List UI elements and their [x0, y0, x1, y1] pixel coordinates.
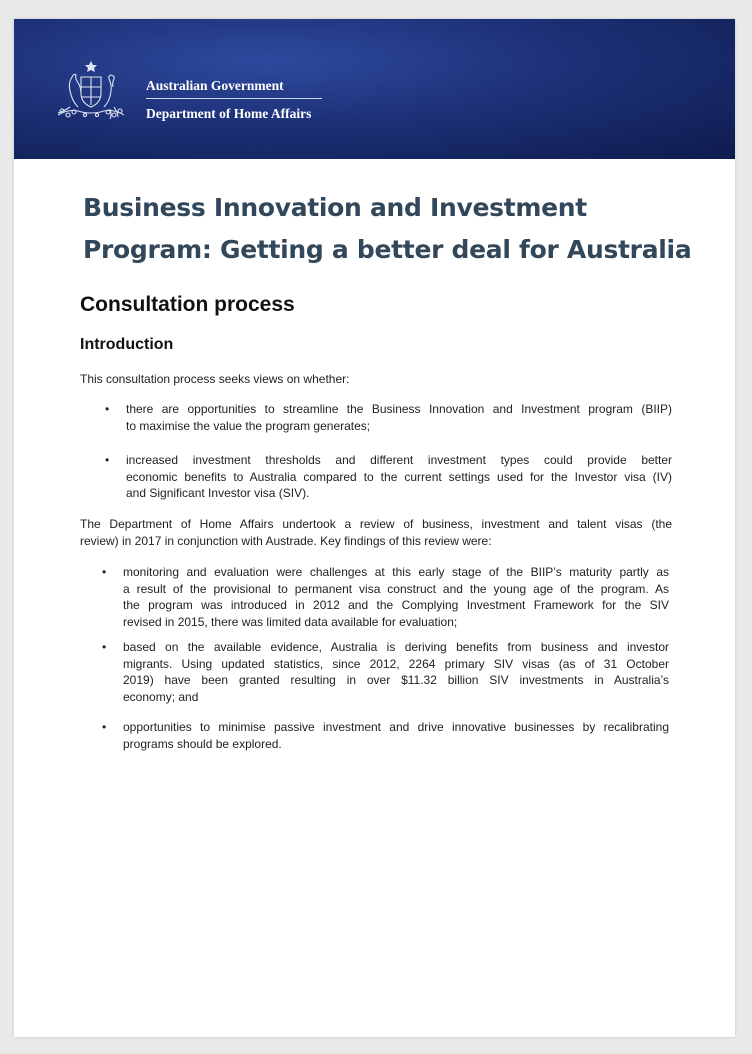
text-line: programs should be explored. [123, 736, 282, 751]
text-line: a result of the provisional to permanent visa construct and the young age of the program. As [123, 581, 669, 596]
text-line: opportunities to minimise passive investment and drive innovative businesses by recalibrating [123, 720, 669, 734]
title-line-1: Business Innovation and Investment [83, 193, 587, 222]
list-item-text [123, 564, 669, 630]
text-line: monitoring and evaluation were challenges at this early stage of the BIIP’s maturity partly as [123, 565, 669, 579]
text-line: the program was introduced in 2012 and the Complying Investment Framework for the SIV [123, 598, 669, 613]
government-name: Australian Government [146, 78, 284, 93]
text-line: economic benefits to Australia compared to the current settings used for the Investor visa (IV) [126, 469, 672, 484]
subheading: Introduction [80, 336, 174, 353]
text-line: review) in 2017 in conjunction with Austrade. Key findings of this review were: [80, 533, 492, 548]
text-line: there are opportunities to streamline the Business Innovation and Investment program (BIIP) [126, 402, 672, 416]
list-item-text [123, 639, 669, 705]
bullet-glyph: • [105, 453, 110, 467]
text-line: based on the available evidence, Australia is deriving benefits from business and investor [123, 640, 669, 654]
text-line: The Department of Home Affairs undertook a review of business, investment and talent visas (the [80, 517, 672, 531]
review-paragraph [80, 516, 672, 549]
text-line: migrants. Using updated statistics, since 2012, 2264 primary SIV visas (as of 31 October [123, 656, 669, 671]
text-line: economy; and [123, 689, 199, 704]
bullet-glyph: • [102, 565, 107, 579]
header-banner [14, 19, 735, 159]
title-line-2: Program: Getting a better deal for Australia [83, 235, 692, 264]
section-heading: Consultation process [80, 293, 295, 316]
list-item-text [126, 401, 672, 434]
bullet-glyph: • [102, 720, 107, 734]
list-item-text [123, 719, 669, 752]
bullet-glyph: • [105, 402, 110, 416]
coat-of-arms-icon [52, 57, 130, 123]
text-line: 2019) have been granted resulting in over $11.32 billion SIV investments in Australia’s [123, 673, 669, 688]
text-line: and Significant Investor visa (SIV). [126, 486, 310, 501]
document-page [14, 19, 735, 1037]
text-line: increased investment thresholds and different investment types could provide better [126, 453, 672, 467]
intro-paragraph: This consultation process seeks views on whether: [80, 372, 350, 386]
department-name: Department of Home Affairs [146, 106, 312, 121]
list-item-text [126, 452, 672, 502]
text-line: to maximise the value the program generates; [126, 418, 371, 433]
bullet-glyph: • [102, 640, 107, 654]
header-divider [146, 98, 322, 99]
document-title [83, 187, 703, 271]
text-line: revised in 2015, there was limited data available for evaluation; [123, 614, 458, 629]
